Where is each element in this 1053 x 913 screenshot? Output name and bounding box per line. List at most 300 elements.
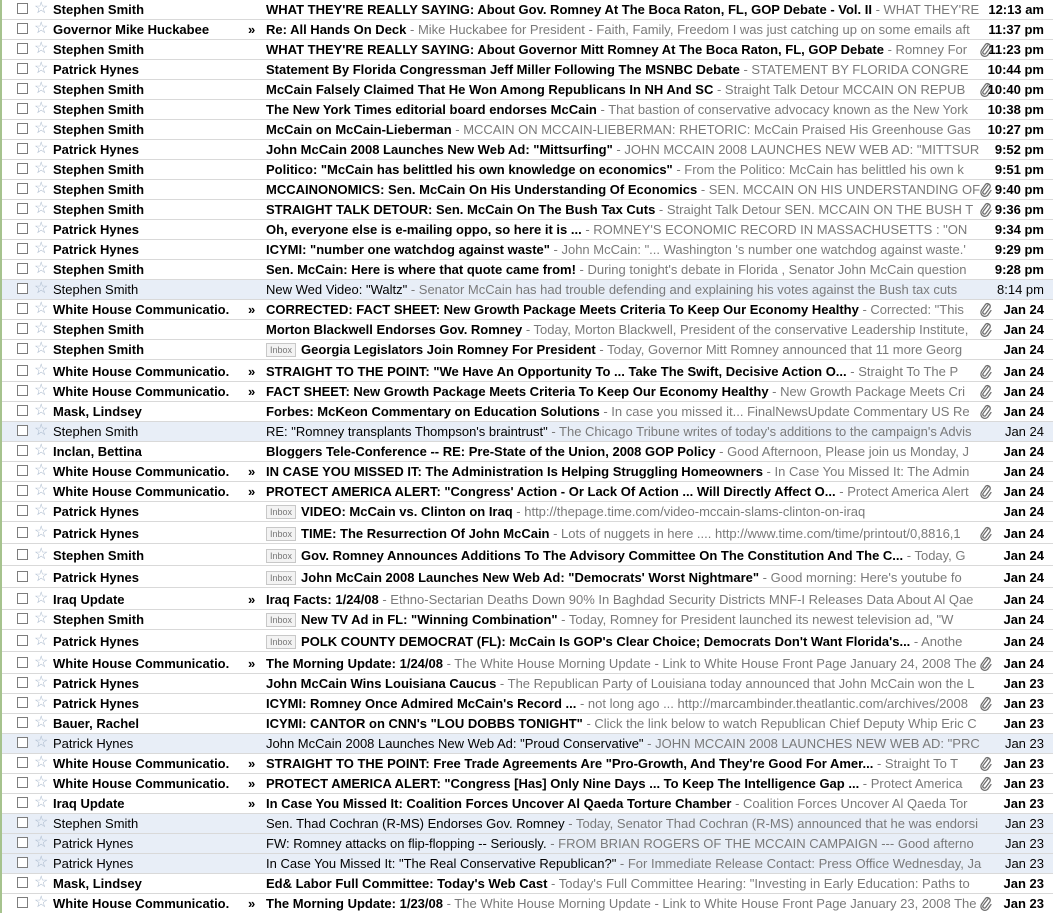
email-content[interactable]: [266, 402, 982, 422]
email-snippet: - Straight To T: [873, 756, 959, 771]
email-subject: PROTECT AMERICA ALERT: "Congress [Has] Only Nine Days ... To Keep The Intelligence Gap ...: [266, 776, 860, 791]
email-snippet: - Anothe: [910, 634, 963, 649]
star-icon[interactable]: ☆: [34, 794, 49, 811]
email-date: Jan 23: [1004, 856, 1044, 871]
email-content[interactable]: [266, 200, 982, 220]
star-icon[interactable]: ☆: [34, 40, 49, 57]
select-checkbox[interactable]: [17, 43, 28, 54]
email-date: Jan 24: [1003, 526, 1044, 541]
email-subject: FACT SHEET: New Growth Package Meets Criteria To Keep Our Economy Healthy: [266, 384, 769, 399]
email-row[interactable]: [2, 482, 1053, 502]
email-snippet: - That bastion of conservative advocacy known as the New York: [596, 102, 969, 117]
email-snippet: - Today, Morton Blackwell, President of the conservative Leadership Institute,: [522, 322, 969, 337]
email-subject: Gov. Romney Announces Additions To The Advisory Committee On The Constitution And The C...: [301, 548, 904, 563]
email-subject: STRAIGHT TO THE POINT: "We Have An Opportunity To ... Take The Swift, Decisive Action O...: [266, 364, 847, 379]
email-content[interactable]: [266, 320, 982, 340]
email-date: 9:28 pm: [994, 262, 1044, 277]
email-row[interactable]: [2, 442, 1053, 462]
sender-name: Mask, Lindsey: [53, 404, 142, 419]
email-row[interactable]: [2, 402, 1053, 422]
select-checkbox[interactable]: [17, 777, 28, 788]
sender-name: White House Communicatio.: [53, 464, 230, 479]
email-subject: McCain on McCain-Lieberman: [266, 122, 452, 137]
email-row[interactable]: [2, 240, 1053, 260]
email-row[interactable]: [2, 180, 1053, 200]
select-checkbox[interactable]: [17, 485, 28, 496]
select-checkbox[interactable]: [17, 837, 28, 848]
select-checkbox[interactable]: [17, 63, 28, 74]
sender-name: Patrick Hynes: [53, 62, 139, 77]
sender-name: Stephen Smith: [53, 2, 145, 17]
star-icon[interactable]: ☆: [34, 160, 49, 177]
email-date: Jan 24: [1003, 302, 1044, 317]
select-checkbox[interactable]: [17, 183, 28, 194]
email-row[interactable]: [2, 20, 1053, 40]
email-subject: Oh, everyone else is e-mailing oppo, so here it is ...: [266, 222, 582, 237]
star-icon[interactable]: ☆: [34, 632, 49, 649]
email-row[interactable]: [2, 422, 1053, 442]
star-icon[interactable]: ☆: [34, 180, 49, 197]
select-checkbox[interactable]: [17, 405, 28, 416]
email-snippet: - John McCain: "... Washington 's number one watchdog against waste.': [549, 242, 966, 257]
select-checkbox[interactable]: [17, 571, 28, 582]
paperclip-icon: [979, 526, 993, 542]
star-icon[interactable]: ☆: [34, 610, 49, 627]
email-subject: ICYMI: Romney Once Admired McCain's Record ...: [266, 696, 577, 711]
star-icon[interactable]: ☆: [34, 894, 49, 911]
star-icon[interactable]: ☆: [34, 0, 49, 17]
email-snippet: - Today, Romney for President launched its newest television ad, "W: [557, 612, 954, 627]
email-content[interactable]: [266, 610, 982, 630]
email-subject: WHAT THEY'RE REALLY SAYING: About Gov. Romney At The Boca Raton, FL, GOP Debate - Vol. II: [266, 2, 872, 17]
email-subject: In Case You Missed It: Coalition Forces Uncover Al Qaeda Torture Chamber: [266, 796, 732, 811]
select-checkbox[interactable]: [17, 425, 28, 436]
star-icon[interactable]: ☆: [34, 590, 49, 607]
sender-name: Stephen Smith: [53, 548, 145, 563]
email-content[interactable]: [266, 280, 982, 300]
star-icon[interactable]: ☆: [34, 260, 49, 277]
star-icon[interactable]: ☆: [34, 714, 49, 731]
email-snippet: - Ethno-Sectarian Deaths Down 90% In Baghdad Security Districts MNF-I Releases Data About Al Qae: [378, 592, 974, 607]
email-content[interactable]: [266, 340, 982, 360]
email-row[interactable]: [2, 794, 1053, 814]
email-content[interactable]: [266, 240, 982, 260]
inbox-label: Inbox: [266, 527, 296, 541]
double-chevron-icon: »: [248, 384, 256, 399]
email-snippet: - Coalition Forces Uncover Al Qaeda Tor: [731, 796, 968, 811]
email-subject: STRAIGHT TALK DETOUR: Sen. McCain On The Bush Tax Cuts: [266, 202, 656, 217]
sender-name: White House Communicatio.: [53, 484, 230, 499]
email-date: 9:29 pm: [994, 242, 1044, 257]
email-subject: Bloggers Tele-Conference -- RE: Pre-State of the Union, 2008 GOP Policy: [266, 444, 716, 459]
email-row[interactable]: [2, 734, 1053, 754]
star-icon[interactable]: ☆: [34, 382, 49, 399]
email-row[interactable]: [2, 320, 1053, 340]
star-icon[interactable]: ☆: [34, 60, 49, 77]
email-date: Jan 24: [1003, 592, 1044, 607]
sender-name: White House Communicatio.: [53, 756, 230, 771]
star-icon[interactable]: ☆: [34, 524, 49, 541]
star-icon[interactable]: ☆: [34, 100, 49, 117]
email-date: 10:27 pm: [987, 122, 1044, 137]
email-row[interactable]: [2, 260, 1053, 280]
email-row[interactable]: [2, 694, 1053, 714]
email-content[interactable]: [266, 482, 982, 502]
select-checkbox[interactable]: [17, 343, 28, 354]
select-checkbox[interactable]: [17, 223, 28, 234]
email-subject: Re: All Hands On Deck: [266, 22, 407, 37]
select-checkbox[interactable]: [17, 717, 28, 728]
select-checkbox[interactable]: [17, 897, 28, 908]
email-subject: Sen. Thad Cochran (R-MS) Endorses Gov. Romney: [266, 816, 565, 831]
email-content[interactable]: [266, 734, 982, 754]
star-icon[interactable]: ☆: [34, 240, 49, 257]
email-content[interactable]: [266, 632, 982, 652]
email-content[interactable]: [266, 60, 982, 80]
sender-name: Stephen Smith: [53, 424, 139, 439]
email-subject: IN CASE YOU MISSED IT: The Administration Is Helping Struggling Homeowners: [266, 464, 763, 479]
email-row[interactable]: [2, 100, 1053, 120]
star-icon[interactable]: ☆: [34, 362, 49, 379]
star-icon[interactable]: ☆: [34, 482, 49, 499]
email-subject: New TV Ad in FL: "Winning Combination": [301, 612, 558, 627]
email-snippet: - Romney For: [884, 42, 968, 57]
sender-name: Iraq Update: [53, 592, 125, 607]
email-row[interactable]: [2, 834, 1053, 854]
email-content[interactable]: [266, 100, 982, 120]
select-checkbox[interactable]: [17, 83, 28, 94]
select-checkbox[interactable]: [17, 635, 28, 646]
select-checkbox[interactable]: [17, 593, 28, 604]
double-chevron-icon: »: [248, 756, 256, 771]
select-checkbox[interactable]: [17, 465, 28, 476]
select-checkbox[interactable]: [17, 613, 28, 624]
email-date: Jan 23: [1003, 796, 1044, 811]
star-icon[interactable]: ☆: [34, 140, 49, 157]
email-content[interactable]: [266, 814, 982, 834]
star-icon[interactable]: ☆: [34, 80, 49, 97]
select-checkbox[interactable]: [17, 677, 28, 688]
email-snippet: - MCCAIN ON MCCAIN-LIEBERMAN: RHETORIC: McCain Praised His Greenhouse Gas: [451, 122, 971, 137]
inbox-label: Inbox: [266, 343, 296, 357]
email-content[interactable]: [266, 160, 982, 180]
email-row[interactable]: [2, 140, 1053, 160]
email-content[interactable]: [266, 502, 982, 522]
email-snippet: - Corrected: "This: [858, 302, 964, 317]
star-icon[interactable]: ☆: [34, 422, 49, 439]
email-row[interactable]: [2, 300, 1053, 320]
paperclip-icon: [979, 404, 993, 420]
star-icon[interactable]: ☆: [34, 200, 49, 217]
star-icon[interactable]: ☆: [34, 774, 49, 791]
email-content[interactable]: [266, 260, 982, 280]
email-snippet: - Good Afternoon, Please join us Monday, J: [715, 444, 969, 459]
email-subject: John McCain 2008 Launches New Web Ad: "Mittsurfing": [266, 142, 613, 157]
select-checkbox[interactable]: [17, 23, 28, 34]
double-chevron-icon: »: [248, 656, 256, 671]
double-chevron-icon: »: [248, 302, 256, 317]
email-subject: WHAT THEY'RE REALLY SAYING: About Governor Mitt Romney At The Boca Raton, FL, GOP Debate: [266, 42, 884, 57]
sender-name: Governor Mike Huckabee: [53, 22, 210, 37]
select-checkbox[interactable]: [17, 697, 28, 708]
email-row[interactable]: [2, 524, 1053, 544]
email-content[interactable]: [266, 20, 982, 40]
email-row[interactable]: [2, 568, 1053, 588]
email-date: 10:38 pm: [987, 102, 1044, 117]
email-row[interactable]: [2, 362, 1053, 382]
email-row[interactable]: [2, 220, 1053, 240]
email-date: Jan 23: [1004, 736, 1044, 751]
email-subject: The New York Times editorial board endorses McCain: [266, 102, 597, 117]
email-subject: PROTECT AMERICA ALERT: "Congress' Action - Or Lack Of Action ... Will Directly Affect O...: [266, 484, 836, 499]
email-date: 8:14 pm: [997, 282, 1044, 297]
sender-name: Stephen Smith: [53, 612, 145, 627]
email-snippet: - Today, G: [903, 548, 966, 563]
star-icon[interactable]: ☆: [34, 874, 49, 891]
select-checkbox[interactable]: [17, 505, 28, 516]
select-checkbox[interactable]: [17, 283, 28, 294]
email-subject: John McCain 2008 Launches New Web Ad: "Proud Conservative": [266, 736, 644, 751]
email-row[interactable]: [2, 632, 1053, 652]
email-content[interactable]: [266, 140, 982, 160]
star-icon[interactable]: ☆: [34, 654, 49, 671]
paperclip-icon: [979, 896, 993, 912]
select-checkbox[interactable]: [17, 385, 28, 396]
email-content[interactable]: [266, 80, 982, 100]
paperclip-icon: [979, 696, 993, 712]
email-content[interactable]: [266, 714, 982, 734]
email-subject: ICYMI: CANTOR on CNN's "LOU DOBBS TONIGHT": [266, 716, 583, 731]
email-row[interactable]: [2, 502, 1053, 522]
email-row[interactable]: [2, 80, 1053, 100]
star-icon[interactable]: ☆: [34, 754, 49, 771]
select-checkbox[interactable]: [17, 877, 28, 888]
email-subject: FW: Romney attacks on flip-flopping -- Seriously.: [266, 836, 547, 851]
email-date: 9:51 pm: [994, 162, 1044, 177]
email-row[interactable]: [2, 280, 1053, 300]
star-icon[interactable]: ☆: [34, 568, 49, 585]
email-snippet: - Protect America Alert: [835, 484, 969, 499]
email-content[interactable]: [266, 694, 982, 714]
email-row[interactable]: [2, 754, 1053, 774]
star-icon[interactable]: ☆: [34, 120, 49, 137]
email-content[interactable]: [266, 568, 982, 588]
select-checkbox[interactable]: [17, 263, 28, 274]
email-date: Jan 23: [1003, 776, 1044, 791]
email-row[interactable]: [2, 60, 1053, 80]
email-row[interactable]: [2, 774, 1053, 794]
email-snippet: - Today, Governor Mitt Romney announced that 11 more Georg: [595, 342, 963, 357]
email-snippet: - From the Politico: McCain has belittled his own k: [672, 162, 964, 177]
select-checkbox[interactable]: [17, 123, 28, 134]
email-row[interactable]: [2, 654, 1053, 674]
email-row[interactable]: [2, 814, 1053, 834]
email-date: 10:44 pm: [987, 62, 1044, 77]
sender-name: Stephen Smith: [53, 262, 145, 277]
star-icon[interactable]: ☆: [34, 814, 49, 831]
email-content[interactable]: [266, 180, 982, 200]
star-icon[interactable]: ☆: [34, 674, 49, 691]
email-snippet: - http://thepage.time.com/video-mccain-slams-clinton-on-iraq: [512, 504, 866, 519]
email-snippet: - SEN. MCCAIN ON HIS UNDERSTANDING OF: [697, 182, 981, 197]
email-row[interactable]: [2, 160, 1053, 180]
email-row[interactable]: [2, 0, 1053, 20]
email-snippet: - FROM BRIAN ROGERS OF THE MCCAIN CAMPAIGN --- Good afterno: [546, 836, 974, 851]
star-icon[interactable]: ☆: [34, 340, 49, 357]
select-checkbox[interactable]: [17, 737, 28, 748]
email-subject: The Morning Update: 1/24/08: [266, 656, 443, 671]
select-checkbox[interactable]: [17, 445, 28, 456]
star-icon[interactable]: ☆: [34, 402, 49, 419]
select-checkbox[interactable]: [17, 857, 28, 868]
email-subject: POLK COUNTY DEMOCRAT (FL): McCain Is GOP's Clear Choice; Democrats Don't Want Florida's...: [301, 634, 911, 649]
star-icon[interactable]: ☆: [34, 502, 49, 519]
select-checkbox[interactable]: [17, 103, 28, 114]
sender-name: Patrick Hynes: [53, 736, 134, 751]
select-checkbox[interactable]: [17, 757, 28, 768]
star-icon[interactable]: ☆: [34, 220, 49, 237]
star-icon[interactable]: ☆: [34, 734, 49, 751]
email-content[interactable]: [266, 120, 982, 140]
sender-name: Stephen Smith: [53, 42, 145, 57]
email-row[interactable]: [2, 40, 1053, 60]
select-checkbox[interactable]: [17, 303, 28, 314]
email-snippet: - Straight Talk Detour MCCAIN ON REPUB: [713, 82, 966, 97]
email-content[interactable]: [266, 524, 982, 544]
paperclip-icon: [979, 302, 993, 318]
email-subject: Forbes: McKeon Commentary on Education Solutions: [266, 404, 600, 419]
select-checkbox[interactable]: [17, 243, 28, 254]
email-date: Jan 23: [1003, 696, 1044, 711]
star-icon[interactable]: ☆: [34, 462, 49, 479]
email-snippet: - The White House Morning Update - Link to White House Front Page January 24, 2008 The: [442, 656, 977, 671]
email-date: 9:36 pm: [994, 202, 1044, 217]
select-checkbox[interactable]: [17, 143, 28, 154]
email-row[interactable]: [2, 546, 1053, 566]
sender-name: Stephen Smith: [53, 102, 145, 117]
star-icon[interactable]: ☆: [34, 694, 49, 711]
email-subject: RE: "Romney transplants Thompson's braintrust": [266, 424, 548, 439]
email-row[interactable]: [2, 200, 1053, 220]
email-date: 9:52 pm: [994, 142, 1044, 157]
email-content[interactable]: [266, 894, 982, 913]
email-content[interactable]: [266, 462, 982, 482]
email-row[interactable]: [2, 874, 1053, 894]
email-row[interactable]: [2, 340, 1053, 360]
email-content[interactable]: [266, 590, 982, 610]
select-checkbox[interactable]: [17, 549, 28, 560]
star-icon[interactable]: ☆: [34, 546, 49, 563]
email-row[interactable]: [2, 610, 1053, 630]
sender-name: Stephen Smith: [53, 182, 145, 197]
email-date: Jan 24: [1004, 424, 1044, 439]
double-chevron-icon: »: [248, 464, 256, 479]
inbox-label: Inbox: [266, 549, 296, 563]
select-checkbox[interactable]: [17, 817, 28, 828]
email-row[interactable]: [2, 120, 1053, 140]
select-checkbox[interactable]: [17, 527, 28, 538]
star-icon[interactable]: ☆: [34, 300, 49, 317]
email-content[interactable]: [266, 654, 982, 674]
email-content[interactable]: [266, 754, 982, 774]
email-snippet: - Mike Huckabee for President - Faith, Family, Freedom I was just catching up on some emails aft: [406, 22, 970, 37]
select-checkbox[interactable]: [17, 163, 28, 174]
select-checkbox[interactable]: [17, 323, 28, 334]
select-checkbox[interactable]: [17, 3, 28, 14]
email-snippet: - The White House Morning Update - Link to White House Front Page January 23, 2008 The: [442, 896, 977, 911]
email-content[interactable]: [266, 674, 982, 694]
star-icon[interactable]: ☆: [34, 834, 49, 851]
email-content[interactable]: [266, 834, 982, 854]
email-subject: In Case You Missed It: "The Real Conservative Republican?": [266, 856, 617, 871]
double-chevron-icon: »: [248, 484, 256, 499]
email-content[interactable]: [266, 442, 982, 462]
email-content[interactable]: [266, 774, 982, 794]
email-content[interactable]: [266, 220, 982, 240]
email-content[interactable]: [266, 362, 982, 382]
sender-name: White House Communicatio.: [53, 302, 230, 317]
select-checkbox[interactable]: [17, 365, 28, 376]
star-icon[interactable]: ☆: [34, 320, 49, 337]
star-icon[interactable]: ☆: [34, 280, 49, 297]
select-checkbox[interactable]: [17, 797, 28, 808]
email-subject: Sen. McCain: Here is where that quote came from!: [266, 262, 576, 277]
email-content[interactable]: [266, 422, 982, 442]
email-date: Jan 24: [1003, 634, 1044, 649]
double-chevron-icon: »: [248, 22, 256, 37]
email-snippet: - not long ago ... http://marcambinder.theatlantic.com/archives/2008: [576, 696, 969, 711]
star-icon[interactable]: ☆: [34, 442, 49, 459]
email-date: Jan 23: [1003, 896, 1044, 911]
email-snippet: - The Chicago Tribune writes of today's additions to the campaign's Advis: [547, 424, 972, 439]
email-row[interactable]: [2, 462, 1053, 482]
double-chevron-icon: »: [248, 776, 256, 791]
email-date: Jan 24: [1003, 504, 1044, 519]
email-subject: VIDEO: McCain vs. Clinton on Iraq: [301, 504, 513, 519]
sender-name: Iraq Update: [53, 796, 125, 811]
email-content[interactable]: [266, 794, 982, 814]
sender-name: Patrick Hynes: [53, 634, 139, 649]
email-date: 11:37 pm: [988, 22, 1044, 37]
email-row[interactable]: [2, 590, 1053, 610]
sender-name: White House Communicatio.: [53, 776, 230, 791]
star-icon[interactable]: ☆: [34, 20, 49, 37]
email-snippet: - Straight Talk Detour SEN. MCCAIN ON THE BUSH T: [655, 202, 974, 217]
email-content[interactable]: [266, 874, 982, 894]
email-row[interactable]: [2, 382, 1053, 402]
select-checkbox[interactable]: [17, 203, 28, 214]
email-content[interactable]: [266, 300, 982, 320]
email-date: 9:34 pm: [994, 222, 1044, 237]
email-row[interactable]: [2, 674, 1053, 694]
email-subject: McCain Falsely Claimed That He Won Among Republicans In NH And SC: [266, 82, 714, 97]
email-row[interactable]: [2, 854, 1053, 874]
email-content[interactable]: [266, 854, 982, 874]
sender-name: Patrick Hynes: [53, 242, 139, 257]
email-content[interactable]: [266, 382, 982, 402]
inbox-label: Inbox: [266, 505, 296, 519]
email-content[interactable]: [266, 546, 982, 566]
star-icon[interactable]: ☆: [34, 854, 49, 871]
email-content[interactable]: [266, 40, 982, 60]
email-row[interactable]: [2, 714, 1053, 734]
sender-name: Mask, Lindsey: [53, 876, 142, 891]
email-date: 11:23 pm: [988, 42, 1044, 57]
email-row[interactable]: [2, 894, 1053, 913]
sender-name: Patrick Hynes: [53, 836, 134, 851]
select-checkbox[interactable]: [17, 657, 28, 668]
email-content[interactable]: [266, 0, 982, 20]
